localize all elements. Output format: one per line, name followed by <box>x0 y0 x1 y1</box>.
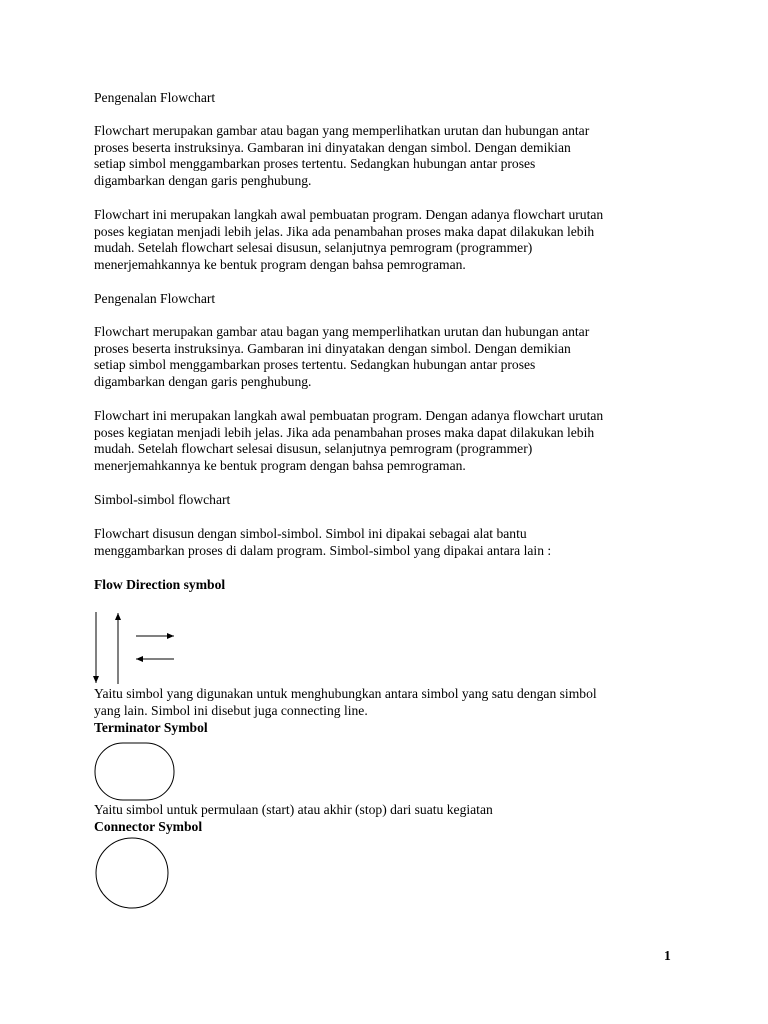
paragraph-3 <box>94 324 694 391</box>
text-line: Flowchart ini merupakan langkah awal pembuatan program. Dengan adanya flowchart urutan <box>94 207 604 222</box>
page-number: 1 <box>664 948 671 963</box>
paragraph-5 <box>94 526 694 559</box>
text-line: Yaitu simbol yang digunakan untuk menghubungkan antara simbol yang satu dengan simbol <box>94 686 597 701</box>
text-line: menerjemahkannya ke bentuk program dengan bahsa pemrograman. <box>94 257 466 273</box>
text-line: proses beserta instruksinya. Gambaran ini dinyatakan dengan simbol. Dengan demikian <box>94 340 571 356</box>
text-line: Flowchart merupakan gambar atau bagan yang memperlihatkan urutan dan hubungan antar <box>94 123 590 138</box>
paragraph-heading-3 <box>94 492 694 509</box>
paragraph-heading-2 <box>94 291 694 308</box>
text-line: Pengenalan Flowchart <box>94 90 216 105</box>
paragraph-1 <box>94 123 694 190</box>
text-line: digambarkan dengan garis penghubung. <box>94 173 312 189</box>
text-line: poses kegiatan menjadi lebih jelas. Jika ada penambahan proses maka dapat dilakukan lebih <box>94 223 595 239</box>
text-line: yang lain. Simbol ini disebut juga connecting line. <box>94 702 368 718</box>
flow-direction-arrows-icon <box>88 608 184 688</box>
text-line: poses kegiatan menjadi lebih jelas. Jika ada penambahan proses maka dapat dilakukan lebih <box>94 424 595 440</box>
text-line: setiap simbol menggambarkan proses tertentu. Sedangkan hubungan antar proses <box>94 357 536 373</box>
flow-direction-description <box>94 686 694 719</box>
text-line: Yaitu simbol untuk permulaan (start) atau akhir (stop) dari suatu kegiatan <box>94 802 493 817</box>
paragraph-heading-1 <box>94 90 694 107</box>
text-line: Flowchart ini merupakan langkah awal pembuatan program. Dengan adanya flowchart urutan <box>94 408 604 423</box>
text-line: mudah. Setelah flowchart selesai disusun, selanjutnya pemrogram (programmer) <box>94 240 533 256</box>
terminator-description <box>94 802 694 819</box>
terminator-heading: Terminator Symbol <box>94 720 208 735</box>
text-line: menerjemahkannya ke bentuk program dengan bahsa pemrograman. <box>94 458 466 474</box>
paragraph-2 <box>94 207 694 274</box>
text-line: Pengenalan Flowchart <box>94 291 216 306</box>
connector-symbol-icon <box>92 836 172 912</box>
text-line: Flowchart disusun dengan simbol-simbol. Simbol ini dipakai sebagai alat bantu <box>94 526 527 541</box>
paragraph-4 <box>94 408 694 475</box>
text-line: setiap simbol menggambarkan proses tertentu. Sedangkan hubungan antar proses <box>94 156 536 172</box>
text-line: digambarkan dengan garis penghubung. <box>94 374 312 390</box>
connector-heading: Connector Symbol <box>94 819 203 834</box>
text-line: Simbol-simbol flowchart <box>94 492 231 507</box>
terminator-symbol-icon <box>92 740 178 804</box>
text-line: mudah. Setelah flowchart selesai disusun, selanjutnya pemrogram (programmer) <box>94 441 533 457</box>
text-line: proses beserta instruksinya. Gambaran ini dinyatakan dengan simbol. Dengan demikian <box>94 139 571 155</box>
flow-direction-heading: Flow Direction symbol <box>94 577 226 592</box>
text-line: menggambarkan proses di dalam program. Simbol-simbol yang dipakai antara lain : <box>94 542 552 558</box>
text-line: Flowchart merupakan gambar atau bagan yang memperlihatkan urutan dan hubungan antar <box>94 324 590 339</box>
